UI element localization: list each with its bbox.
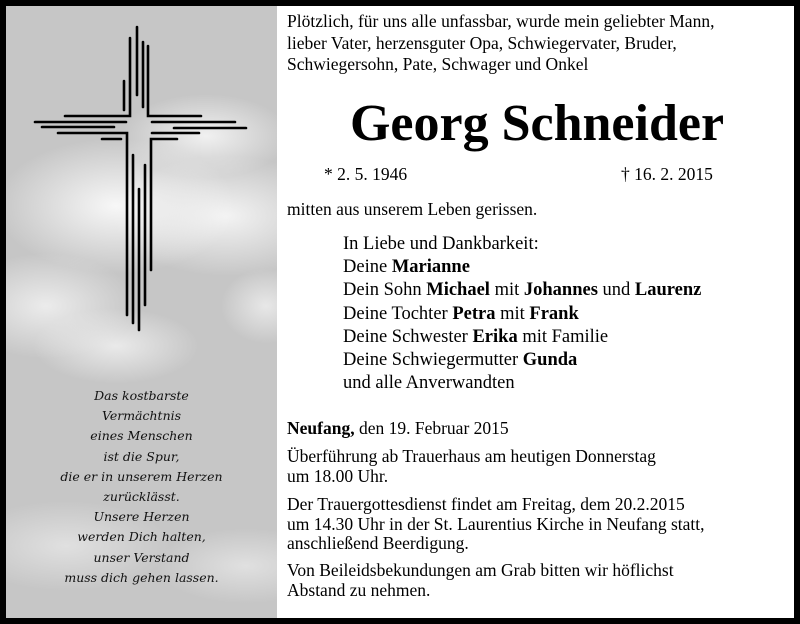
poem-line: die er in unserem Herzen <box>60 468 223 484</box>
transfer-line: um 18.00 Uhr. <box>287 465 389 486</box>
date: den 19. Februar 2015 <box>354 418 509 438</box>
family-line: Dein Sohn Michael mit Johannes und Laurenz <box>343 280 702 301</box>
poem-line: ist die Spur, <box>103 448 180 464</box>
obituary-notice <box>6 6 794 618</box>
poem <box>6 386 277 588</box>
service-line: anschließend Beerdigung. <box>287 533 469 553</box>
poem-line: Unsere Herzen <box>93 509 190 525</box>
family-line: Deine Marianne <box>343 257 470 278</box>
family-line: und alle Anverwandten <box>343 373 515 394</box>
service-line: um 14.30 Uhr in der St. Laurentius Kirche in Neufang statt, <box>287 513 705 534</box>
poem-line: eines Menschen <box>90 428 193 444</box>
poem-line: muss dich gehen lassen. <box>64 569 219 585</box>
poem-line: Vermächtnis <box>101 408 182 424</box>
family-line: Deine Tochter Petra mit Frank <box>343 303 579 324</box>
death-date: † 16. 2. 2015 <box>621 164 713 184</box>
family-line: Deine Schwester Erika mit Familie <box>343 326 609 347</box>
intro-line: lieber Vater, herzensguter Opa, Schwiegervater, Bruder, <box>287 32 677 53</box>
cross-icon <box>6 6 277 346</box>
intro-line: Schwiegersohn, Pate, Schwager und Onkel <box>287 54 589 74</box>
transfer-info <box>287 447 656 486</box>
condolence-info <box>287 561 674 600</box>
poem-line: werden Dich halten, <box>77 529 206 545</box>
family-list <box>343 233 701 395</box>
poem-line: unser Verstand <box>93 549 190 565</box>
cloud-image-panel <box>6 6 277 618</box>
service-line: Der Trauergottesdienst findet am Freitag, dem 20.2.2015 <box>287 494 685 514</box>
intro-line: Plötzlich, für uns alle unfassbar, wurde mein geliebter Mann, <box>287 11 715 31</box>
deceased-name: Georg Schneider <box>349 95 725 152</box>
poem-line: zurücklässt. <box>103 489 180 505</box>
condolence-line: Von Beileidsbekundungen am Grab bitten wir höflichst <box>287 560 674 580</box>
place: Neufang, <box>287 418 355 438</box>
transfer-line: Überführung ab Trauerhaus am heutigen Donnerstag <box>287 446 656 466</box>
condolence-line: Abstand zu nehmen. <box>287 579 431 600</box>
family-line: Deine Schwiegermutter Gunda <box>343 350 578 371</box>
place-date <box>287 418 509 439</box>
poem-line: Das kostbarste <box>94 388 189 403</box>
service-info <box>287 495 704 554</box>
birth-date: * 2. 5. 1946 <box>324 164 408 184</box>
intro-text <box>287 11 714 76</box>
taken-text: mitten aus unserem Leben gerissen. <box>287 199 538 219</box>
family-heading: In Liebe und Dankbarkeit: <box>343 234 539 254</box>
